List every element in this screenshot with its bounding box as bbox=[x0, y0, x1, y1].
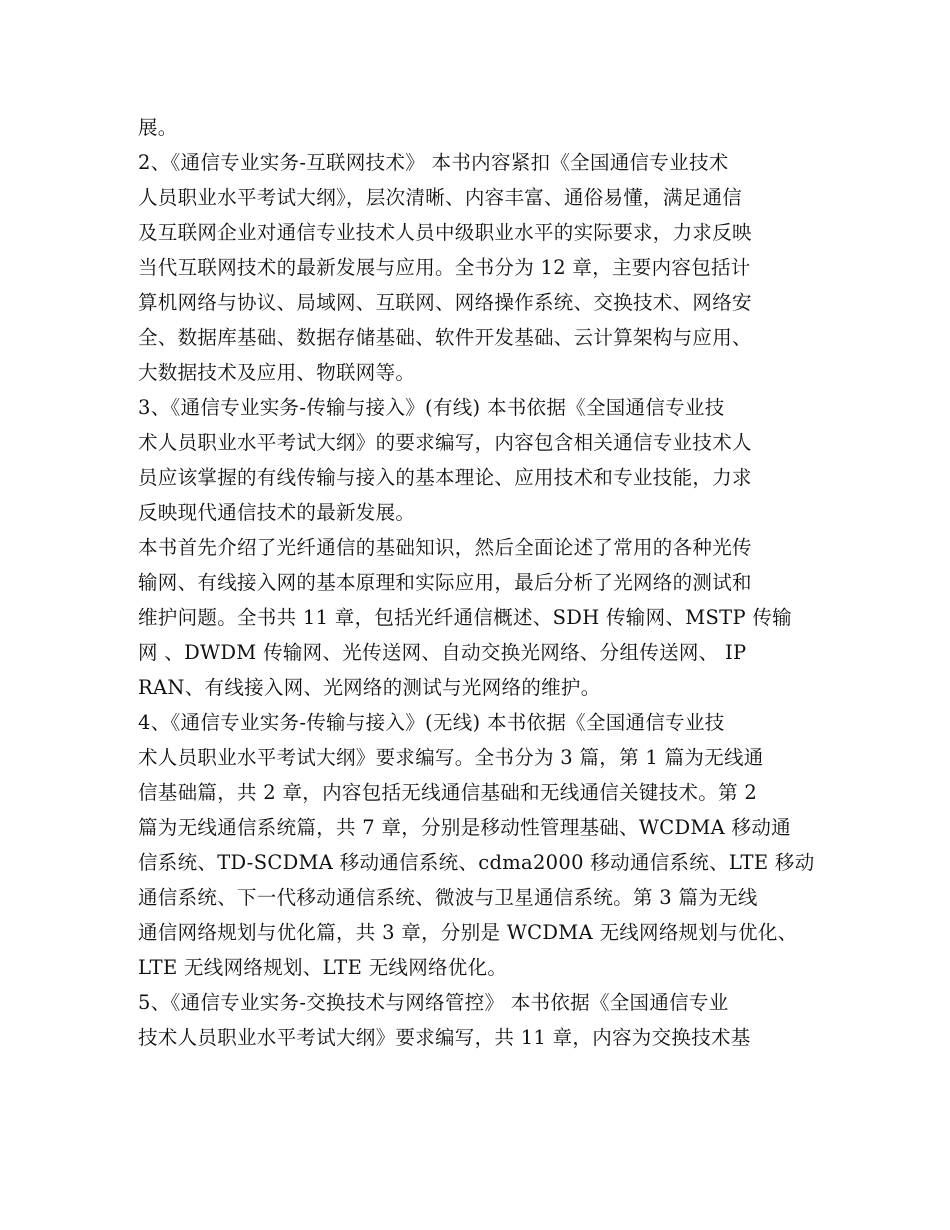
text-line: 本书首先介绍了光纤通信的基础知识，然后全面论述了常用的各种光传 bbox=[138, 536, 752, 559]
text-line: RAN、有线接入网、光网络的测试与光网络的维护。 bbox=[138, 676, 601, 699]
text-line: 展。 bbox=[138, 116, 178, 139]
text-line: 信基础篇，共 2 章，内容包括无线通信基础和无线通信关键技术。第 2 bbox=[138, 781, 758, 804]
text-line: 人员职业水平考试大纲》，层次清晰、内容丰富、通俗易懂，满足通信 bbox=[138, 186, 743, 209]
text-line: 5、《通信专业实务-交换技术与网络管控》 本书依据《全国通信专业 bbox=[138, 991, 729, 1014]
text-line: 术人员职业水平考试大纲》的要求编写，内容包含相关通信专业技术人 bbox=[138, 431, 752, 454]
text-line: LTE 无线网络规划、LTE 无线网络优化。 bbox=[138, 956, 508, 979]
text-line: 篇为无线通信系统篇，共 7 章，分别是移动性管理基础、WCDMA 移动通 bbox=[138, 816, 791, 839]
text-line: 反映现代通信技术的最新发展。 bbox=[138, 501, 416, 524]
text-line: 技术人员职业水平考试大纲》要求编写，共 11 章，内容为交换技术基 bbox=[138, 1026, 751, 1049]
text-line: 维护问题。全书共 11 章，包括光纤通信概述、SDH 传输网、MSTP 传输 bbox=[138, 606, 792, 629]
text-line: 输网、有线接入网的基本原理和实际应用，最后分析了光网络的测试和 bbox=[138, 571, 752, 594]
text-line: 员应该掌握的有线传输与接入的基本理论、应用技术和专业技能，力求 bbox=[138, 466, 752, 489]
text-line: 信系统、TD-SCDMA 移动通信系统、cdma2000 移动通信系统、LTE 移动 bbox=[138, 851, 815, 874]
text-line: 通信系统、下一代移动通信系统、微波与卫星通信系统。第 3 篇为无线 bbox=[138, 886, 758, 909]
text-line: 通信网络规划与优化篇，共 3 章，分别是 WCDMA 无线网络规划与优化、 bbox=[138, 921, 798, 944]
text-line: 4、《通信专业实务-传输与接入》(无线) 本书依据《全国通信专业技 bbox=[138, 711, 725, 734]
document-page bbox=[138, 110, 828, 1055]
text-line: 术人员职业水平考试大纲》要求编写。全书分为 3 篇，第 1 篇为无线通 bbox=[138, 746, 764, 769]
text-line: 算机网络与协议、局域网、互联网、网络操作系统、交换技术、网络安 bbox=[138, 291, 752, 314]
text-line: 3、《通信专业实务-传输与接入》(有线) 本书依据《全国通信专业技 bbox=[138, 396, 725, 419]
text-line: 及互联网企业对通信专业技术人员中级职业水平的实际要求，力求反映 bbox=[138, 221, 752, 244]
text-line: 2、《通信专业实务-互联网技术》 本书内容紧扣《全国通信专业技术 bbox=[138, 151, 729, 174]
text-line: 大数据技术及应用、物联网等。 bbox=[138, 361, 416, 384]
text-line: 网 、DWDM 传输网、光传送网、自动交换光网络、分组传送网、 IP bbox=[138, 641, 747, 664]
text-line: 当代互联网技术的最新发展与应用。全书分为 12 章，主要内容包括计 bbox=[138, 256, 751, 279]
text-line: 全、数据库基础、数据存储基础、软件开发基础、云计算架构与应用、 bbox=[138, 326, 752, 349]
